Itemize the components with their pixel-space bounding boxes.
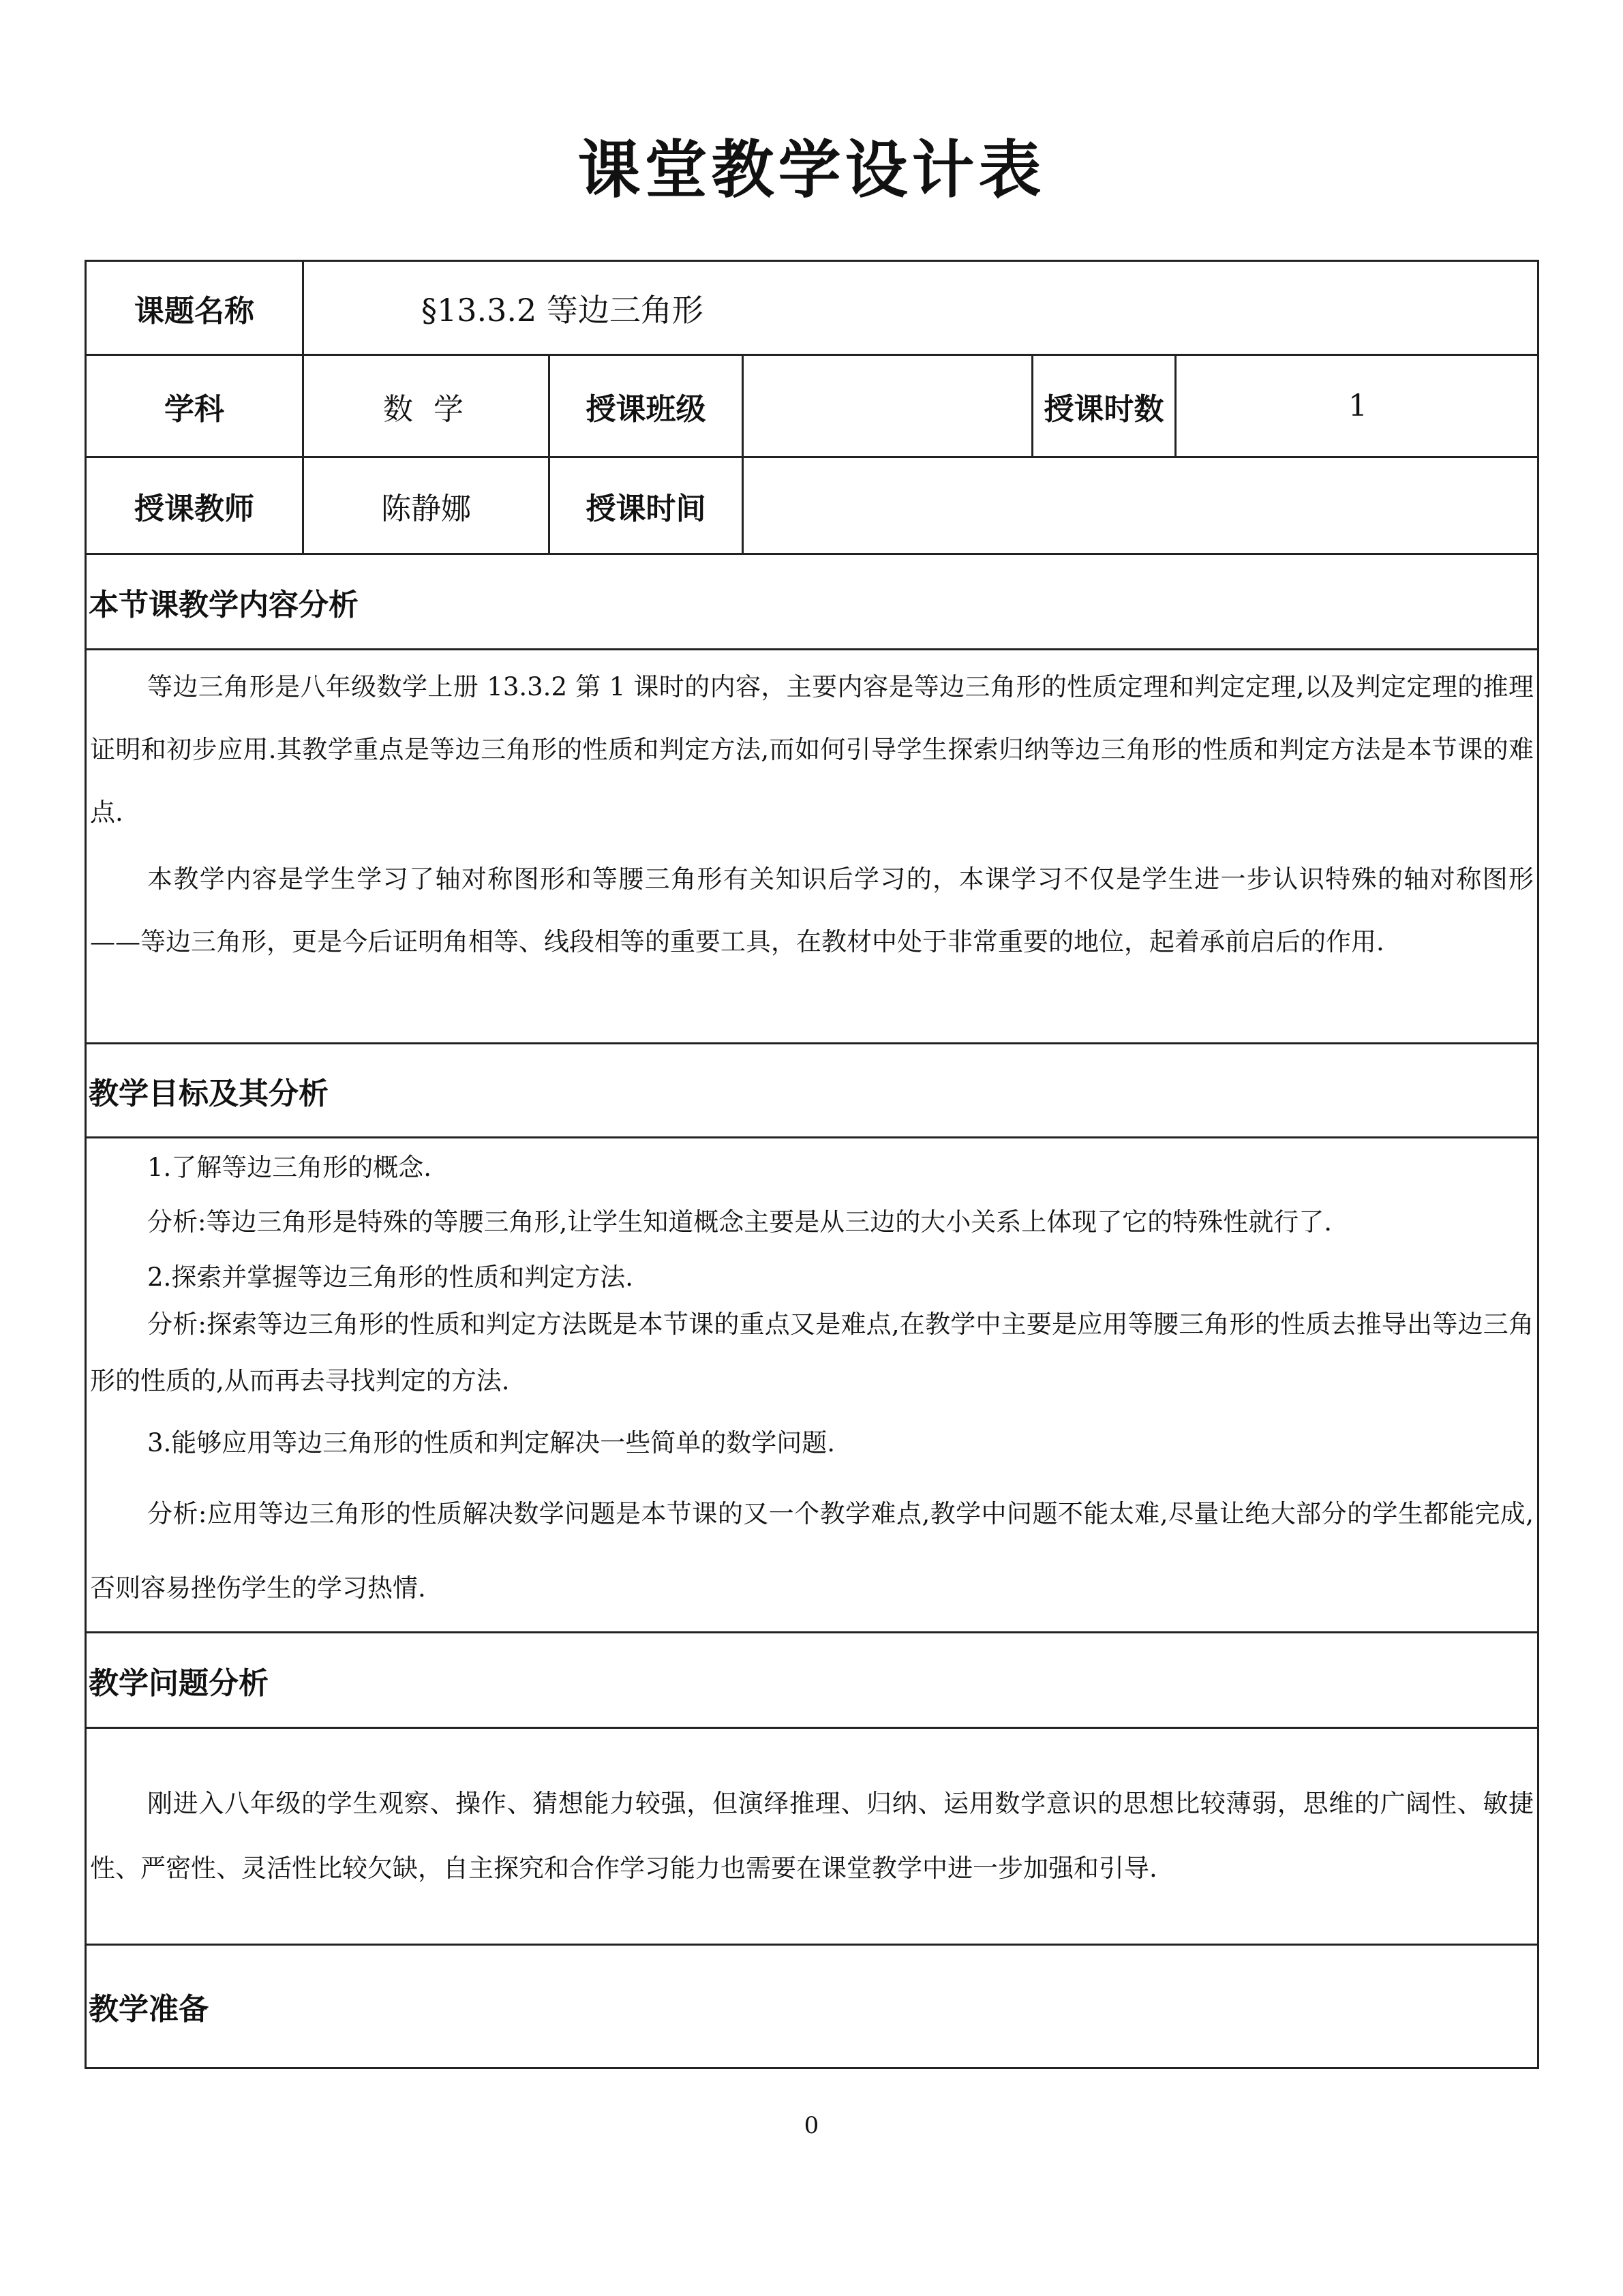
class-value: [744, 356, 1031, 456]
time-label: 授课时间: [586, 491, 706, 526]
content-analysis-paragraph: 等边三角形是八年级数学上册 13.3.2 第 1 课时的内容，主要内容是等边三角形的性质定理和判定定理,以及判定定理的推理证明和初步应用.其教学重点是等边三角形的性质和判定方法,而如何引导学生探索归纳等边三角形的性质和判定方法是本节课的难点.: [90, 672, 1534, 827]
page-title: 课堂教学设计表: [577, 134, 1046, 207]
page-number: 0: [804, 2112, 819, 2139]
table-rule: [85, 1944, 1539, 1946]
time-value: [744, 458, 1537, 553]
objectives-heading: 教学目标及其分析: [89, 1076, 329, 1111]
content-analysis-heading: 本节课教学内容分析: [89, 587, 359, 622]
table-rule: [85, 1727, 1539, 1729]
teacher-label: 授课教师: [134, 491, 254, 526]
teacher-value: 陈静娜: [381, 491, 471, 526]
objective-item: 2.探索并掌握等边三角形的性质和判定方法.: [147, 1263, 634, 1292]
objective-item: 1.了解等边三角形的概念.: [147, 1153, 432, 1182]
topic-label: 课题名称: [134, 293, 254, 329]
preparation-heading: 教学准备: [89, 1992, 209, 2027]
problem-analysis-paragraph: 刚进入八年级的学生观察、操作、猜想能力较强，但演绎推理、归纳、运用数学意识的思想比较薄弱，思维的广阔性、敏捷性、严密性、灵活性比较欠缺，自主探究和合作学习能力也需要在课堂教学中进一步加强和引导.: [90, 1789, 1534, 1883]
subject-value: 数 学: [383, 391, 469, 427]
objective-analysis: 分析:探索等边三角形的性质和判定方法既是本节课的重点又是难点,在教学中主要是应用等腰三角形的性质去推导出等边三角形的性质的,从而再去寻找判定的方法.: [90, 1310, 1534, 1395]
problem-analysis-heading: 教学问题分析: [89, 1665, 269, 1701]
table-rule: [85, 1631, 1539, 1633]
hours-label: 授课时数: [1044, 391, 1164, 427]
content-analysis-paragraph: 本教学内容是学生学习了轴对称图形和等腰三角形有关知识后学习的，本课学习不仅是学生进一步认识特殊的轴对称图形——等边三角形，更是今后证明角相等、线段相等的重要工具，在教材中处于非常重要的地位，起着承前启后的作用.: [90, 864, 1534, 956]
objective-analysis: 分析:等边三角形是特殊的等腰三角形,让学生知道概念主要是从三边的大小关系上体现了它的特殊性就行了.: [147, 1207, 1332, 1237]
table-rule: [85, 1136, 1539, 1138]
subject-label: 学科: [164, 391, 224, 427]
table-rule: [85, 648, 1539, 650]
hours-value: 1: [1348, 389, 1367, 423]
objective-item: 3.能够应用等边三角形的性质和判定解决一些简单的数学问题.: [147, 1428, 836, 1457]
class-label: 授课班级: [586, 391, 706, 427]
topic-value: §13.3.2 等边三角形: [421, 291, 703, 329]
objective-analysis: 分析:应用等边三角形的性质解决数学问题是本节课的又一个教学难点,教学中问题不能太难,尽量让绝大部分的学生都能完成,否则容易挫伤学生的学习热情.: [90, 1499, 1534, 1603]
